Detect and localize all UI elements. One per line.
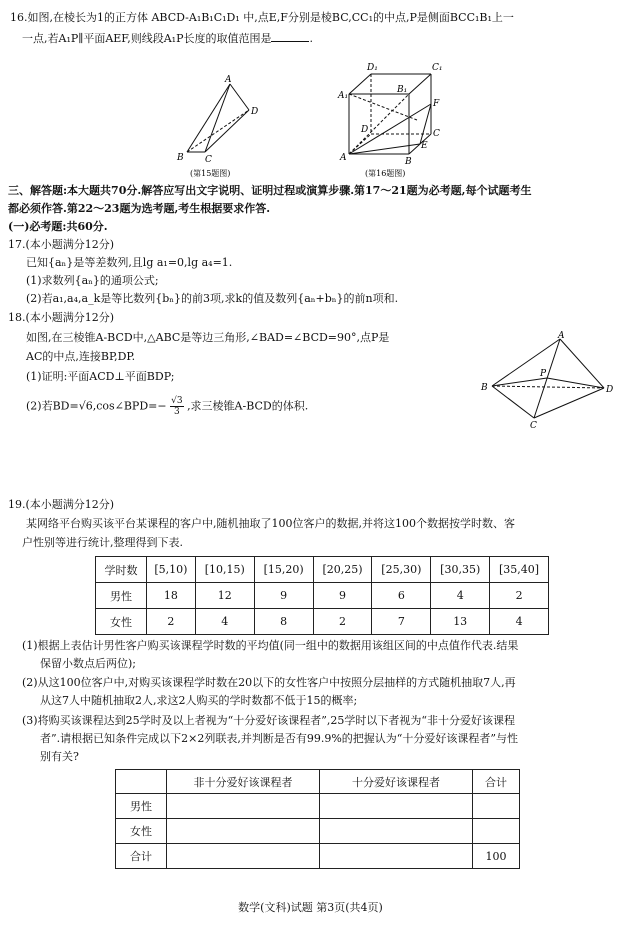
table-cell: 2 (147, 609, 196, 635)
fig18-label-b: B (481, 383, 488, 393)
table-cell: 男性 (96, 583, 147, 609)
table-cell: 女性 (96, 609, 147, 635)
table-cell: 9 (254, 583, 313, 609)
table-header-row (116, 770, 520, 794)
q16-line2 (22, 30, 313, 46)
table-cell: 8 (254, 609, 313, 635)
answer-blank (271, 30, 309, 42)
fig18-label-d: D (606, 385, 614, 395)
table-cell: 13 (431, 609, 490, 635)
fig16-label-b: B (405, 157, 412, 167)
table-header-cell: 非十分爱好该课程者 (167, 770, 320, 794)
table-header-cell: [5,10) (147, 557, 196, 583)
q18-line1: 如图,在三棱锥A-BCD中,△ABC是等边三角形,∠BAD=∠BCD=90°,点P是 (26, 331, 390, 344)
q19-p1b: 保留小数点后两位); (40, 657, 136, 670)
q18-title: 18.(本小题满分12分) (8, 311, 115, 324)
table-cell (320, 819, 473, 844)
table-header-cell: [35,40] (490, 557, 549, 583)
table-study-hours (95, 556, 549, 635)
table-row (116, 794, 520, 819)
section3-sub1: (一)必考题:共60分. (8, 220, 108, 233)
q16-line1: 16.如图,在棱长为1的正方体 ABCD-A₁B₁C₁D₁ 中,点E,F分别是棱BC,CC₁的中点,P是侧面BCC₁B₁上一 (10, 11, 514, 24)
table-header-cell: [25,30) (372, 557, 431, 583)
q17-title: 17.(本小题满分12分) (8, 238, 115, 251)
fig15-label-b: B (177, 153, 184, 163)
fig15-label-d: D (251, 107, 259, 117)
fig15-label-a: A (225, 75, 232, 85)
fig16-label-f: F (433, 99, 440, 109)
fraction (170, 396, 183, 417)
fig16-label-c: C (433, 129, 440, 139)
table-cell: 2 (313, 609, 372, 635)
fig18-label-a: A (558, 331, 565, 341)
table-header-cell: [30,35) (431, 557, 490, 583)
q18-line4 (26, 396, 308, 417)
table-cell: 女性 (116, 819, 167, 844)
fraction-numerator: √3 (171, 396, 183, 406)
table-cell: 18 (147, 583, 196, 609)
q17-line2: (1)求数列{aₙ}的通项公式; (26, 274, 159, 287)
table-header-cell: [20,25) (313, 557, 372, 583)
table-header-cell (116, 770, 167, 794)
q17-line3: (2)若a₁,a₄,a_k是等比数列{bₙ}的前3项,求k的值及数列{aₙ+bₙ}的前n项和. (26, 292, 399, 305)
fig16-label-a: A (340, 153, 347, 163)
table-row (116, 819, 520, 844)
table-cell: 合计 (116, 844, 167, 869)
figure-18 (478, 330, 618, 430)
table-header-row (96, 557, 549, 583)
table-row (96, 583, 549, 609)
page-footer: 数学(文科)试题 第3页(共4页) (238, 901, 383, 914)
fig16-label-c1: C₁ (432, 63, 443, 73)
q19-line1: 某网络平台购买该平台某课程的客户中,随机抽取了100位客户的数据,并将这100个数据按学时数、客 (26, 517, 515, 530)
figure-16 (335, 48, 455, 180)
fig15-label-c: C (205, 155, 212, 165)
table-row (116, 844, 520, 869)
table-cell (320, 844, 473, 869)
table-row (96, 609, 549, 635)
figure-15 (165, 70, 275, 180)
fraction-denominator: 3 (173, 407, 180, 417)
table-header-cell: [15,20) (254, 557, 313, 583)
q18-line4-b: ,求三棱锥A-BCD的体积. (187, 399, 309, 413)
table-cell: 男性 (116, 794, 167, 819)
q16-line2-text: 一点,若A₁P∥平面AEF,则线段A₁P长度的取值范围是 (22, 32, 272, 45)
table-header-cell: 合计 (473, 770, 520, 794)
section3-line1: 三、解答题:本大题共70分.解答应写出文字说明、证明过程或演算步骤.第17～21题为必考题,每个试题考生 (8, 184, 532, 197)
table-cell: 4 (490, 609, 549, 635)
fig18-label-p: P (540, 369, 547, 379)
table-cell: 7 (372, 609, 431, 635)
table-cell: 6 (372, 583, 431, 609)
q18-line4-a: (2)若BD=√6,cos∠BPD=− (26, 399, 167, 413)
table-cell (473, 819, 520, 844)
table-header-cell: 十分爱好该课程者 (320, 770, 473, 794)
q18-line2: AC的中点,连接BP,DP. (26, 350, 136, 363)
q18-line3: (1)证明:平面ACD⊥平面BDP; (26, 370, 175, 383)
table-header-cell: 学时数 (96, 557, 147, 583)
table-cell (167, 794, 320, 819)
q19-p3a: (3)将购买该课程达到25学时及以上者视为“十分爱好该课程者”,25学时以下者视为“非十分爱好该课程 (22, 714, 515, 727)
q19-p3b: 者”.请根据已知条件完成以下2×2列联表,并判断是否有99.9%的把握认为“十分爱好该课程者”与性 (40, 732, 519, 745)
fig16-label-a1: A₁ (338, 91, 349, 101)
q17-line1: 已知{aₙ}是等差数列,且lg a₁=0,lg a₄=1. (26, 256, 233, 269)
table-cell: 2 (490, 583, 549, 609)
q19-p1a: (1)根据上表估计男性客户购买该课程学时数的平均值(同一组中的数据用该组区间的中点值作代表.结果 (22, 639, 519, 652)
table-cell (167, 844, 320, 869)
table-cell: 12 (195, 583, 254, 609)
section3-line2: 都必须作答.第22～23题为选考题,考生根据要求作答. (8, 202, 271, 215)
table-cell: 4 (431, 583, 490, 609)
table-cell: 4 (195, 609, 254, 635)
q19-p3c: 别有关? (40, 750, 79, 763)
table-cell (473, 794, 520, 819)
fig18-label-c: C (530, 421, 537, 430)
fig16-caption: (第16题图) (365, 169, 406, 178)
table-cell: 9 (313, 583, 372, 609)
q19-p2a: (2)从这100位客户中,对购买该课程学时数在20以下的女性客户中按照分层抽样的方式随机抽取7人,再 (22, 676, 516, 689)
q19-title: 19.(本小题满分12分) (8, 498, 115, 511)
fig16-label-d1: D₁ (367, 63, 378, 73)
fig16-label-e: E (421, 141, 428, 151)
q19-p2b: 从这7人中随机抽取2人,求这2人购买的学时数都不低于15的概率; (40, 694, 358, 707)
table-contingency (115, 769, 520, 869)
table-cell: 100 (473, 844, 520, 869)
table-cell (167, 819, 320, 844)
table-cell (320, 794, 473, 819)
table-header-cell: [10,15) (195, 557, 254, 583)
fig15-caption: (第15题图) (190, 169, 231, 178)
q19-line2: 户性别等进行统计,整理得到下表. (22, 536, 183, 549)
fig16-label-b1: B₁ (397, 85, 408, 95)
fig16-label-d: D (361, 125, 369, 135)
q16-line2-end: . (309, 32, 313, 45)
